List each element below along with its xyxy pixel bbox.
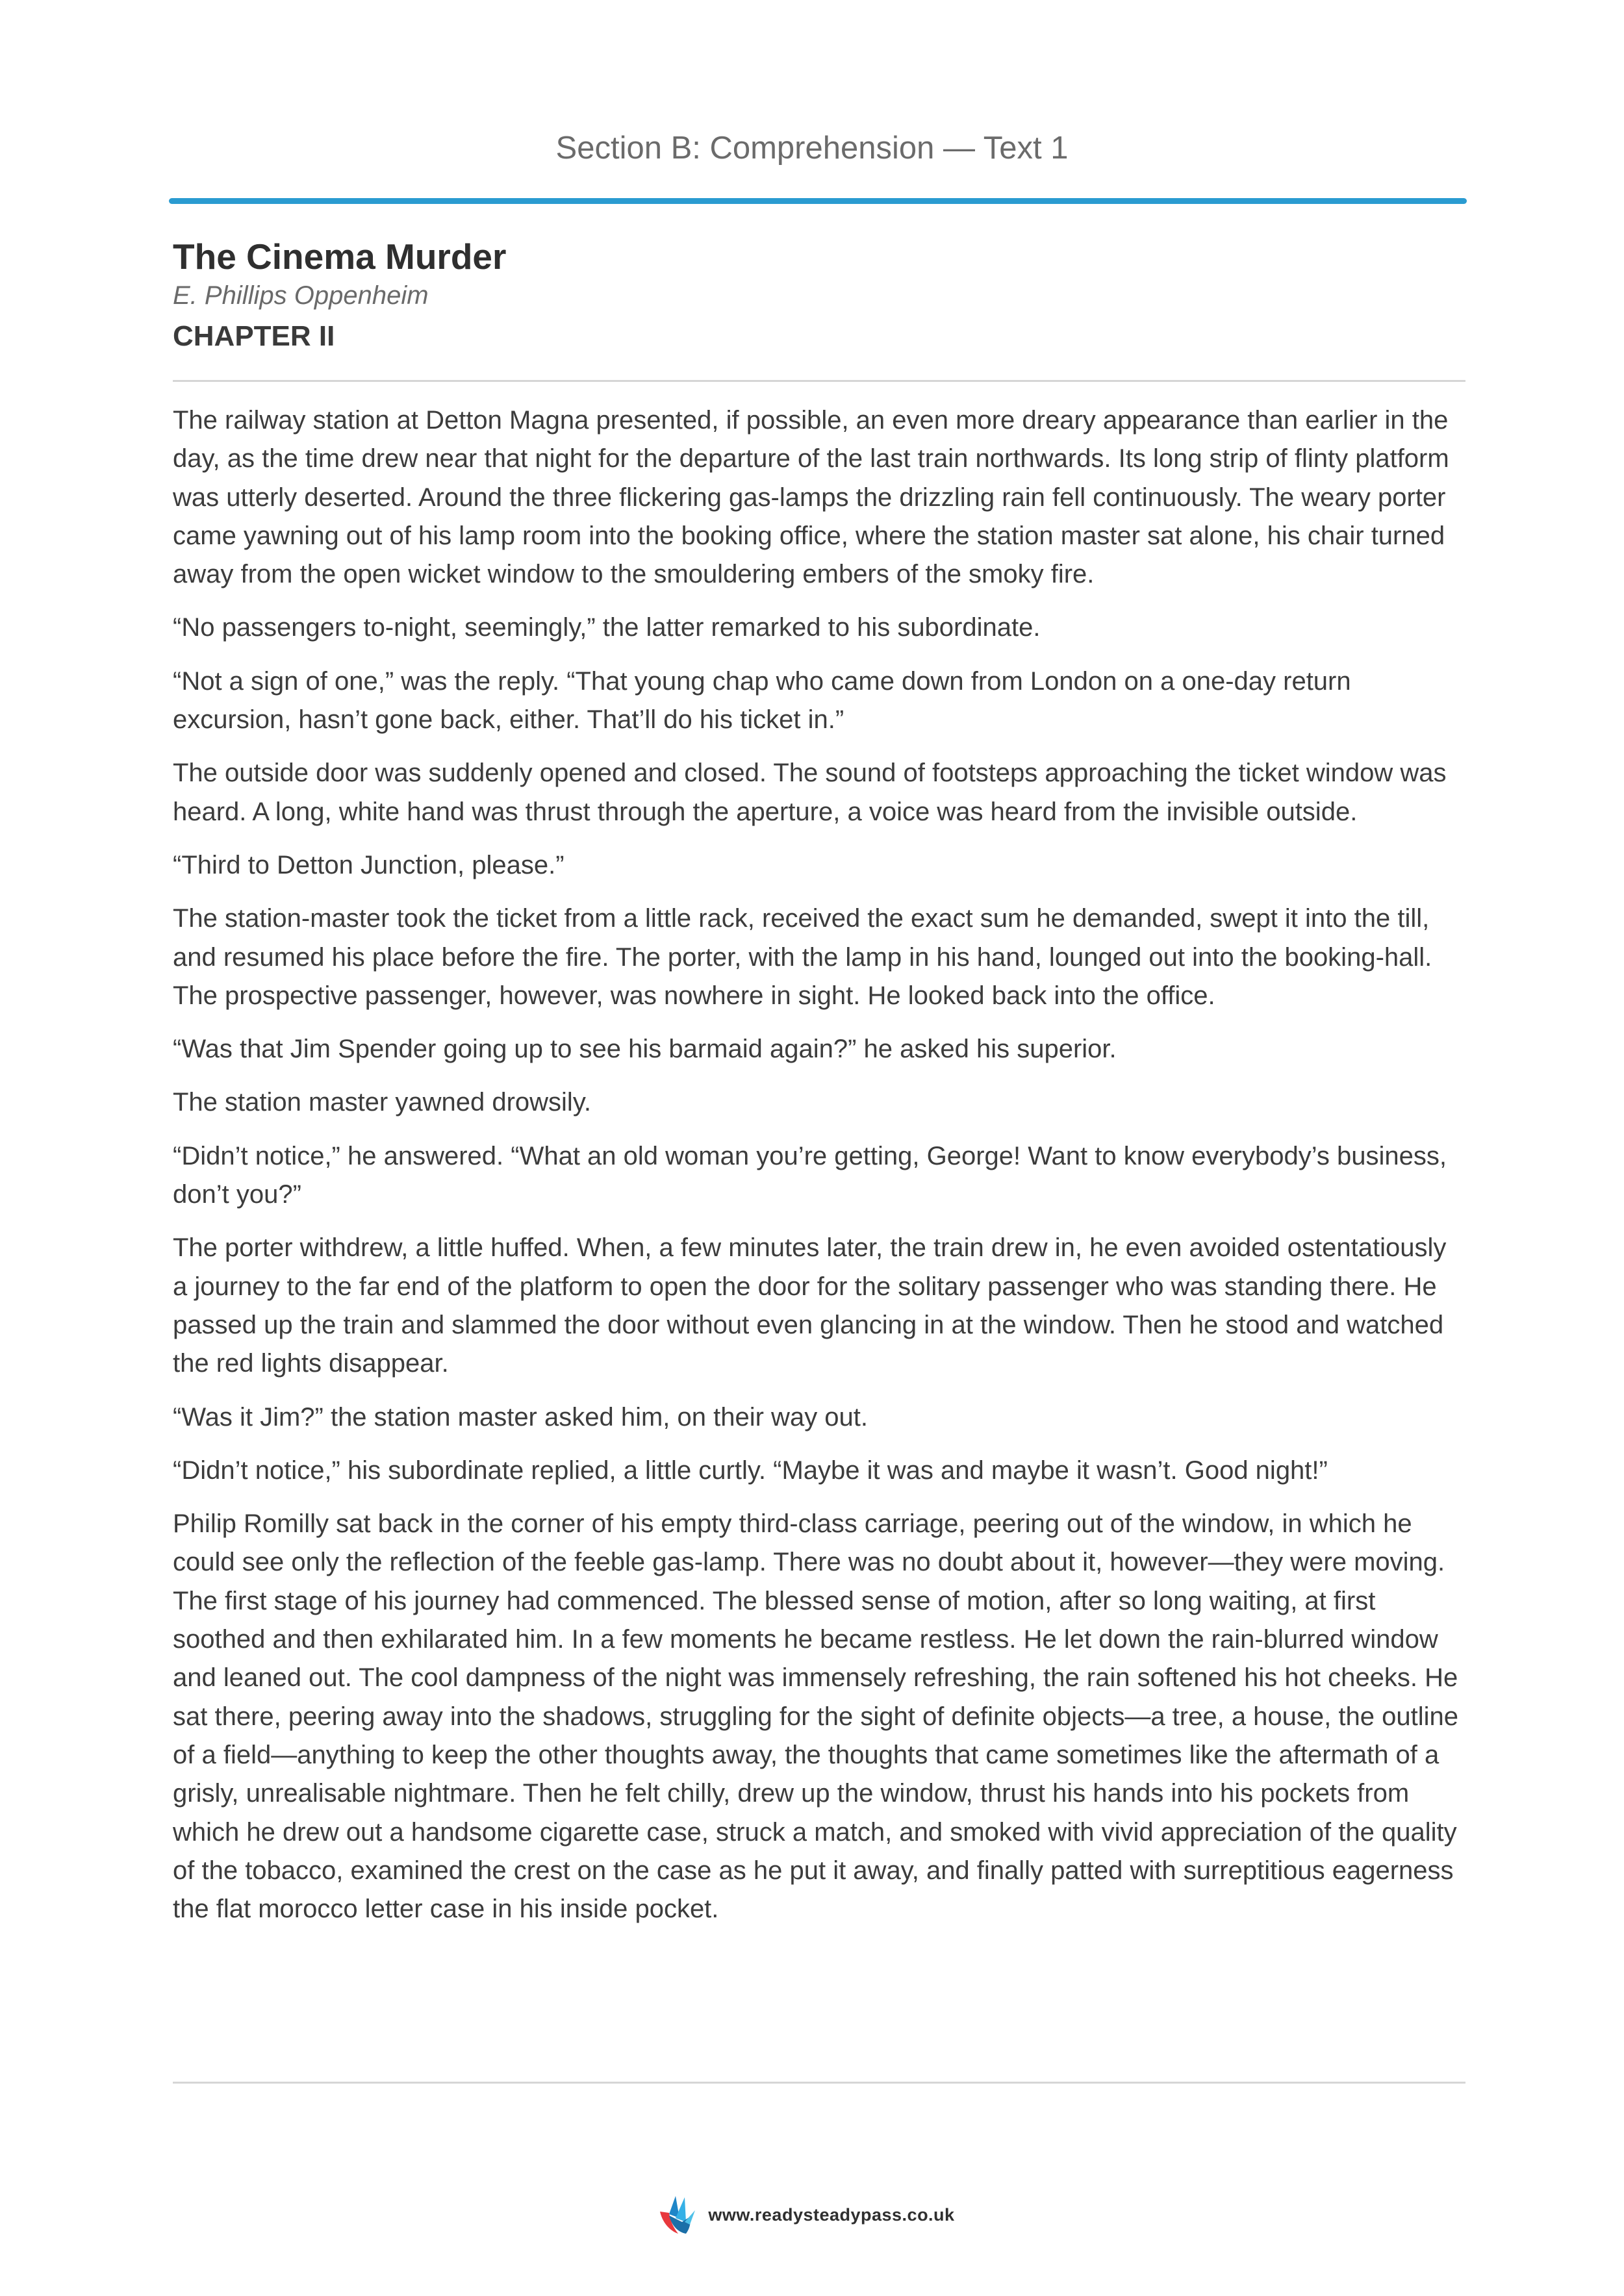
paragraph: “Was it Jim?” the station master asked him, on their way out. <box>173 1402 869 1432</box>
story-body <box>173 401 1467 1943</box>
story-author: E. Phillips Oppenheim <box>173 281 429 310</box>
bottom-divider <box>173 2082 1465 2084</box>
paragraph: The station master yawned drowsily. <box>173 1088 591 1117</box>
page-footer <box>0 2189 1624 2241</box>
story-title: The Cinema Murder <box>173 236 507 277</box>
paragraph: “Was that Jim Spender going up to see his barmaid again?” he asked his superior. <box>173 1035 1117 1064</box>
paragraph: The porter withdrew, a little huffed. When, a few minutes later, the train drew in, he even avoided ostentatiously a journey to the far end of the platform to open the door for the solitary passenger who was standing there. He passed up the train and slammed the door without even glancing in at the window. Then he stood and watched the red lights disappear. <box>173 1233 1447 1378</box>
paragraph: “Third to Detton Junction, please.” <box>173 850 565 879</box>
paragraph: “Didn’t notice,” he answered. “What an old woman you’re getting, George! Want to know everybody’s business, don’t you?” <box>173 1141 1447 1209</box>
paragraph: “No passengers to-night, seemingly,” the latter remarked to his subordinate. <box>173 613 1041 642</box>
bird-logo-icon <box>656 2192 698 2238</box>
paragraph: “Didn’t notice,” his subordinate replied, a little curtly. “Maybe it was and maybe it wasn’t. Good night!” <box>173 1456 1328 1485</box>
section-header: Section B: Comprehension — Text 1 <box>555 131 1069 166</box>
header-divider <box>169 198 1467 204</box>
paragraph: Philip Romilly sat back in the corner of his empty third-class carriage, peering out of the window, in which he could see only the reflection of the feeble gas-lamp. There was no doubt about it, however—they were moving. The first stage of his journey had commenced. The blessed sense of motion, after so long waiting, at first soothed and then exhilarated him. In a few moments he became restless. He let down the rain-blurred window and leaned out. The cool dampness of the night was immensely refreshing, the rain softened his hot cheeks. He sat there, peering away into the shadows, struggling for the sight of definite objects—a tree, a house, the outline of a field—anything to keep the other thoughts away, the thoughts that came sometimes like the aftermath of a grisly, unrealisable nightmare. Then he felt chilly, drew up the window, thrust his hands into his pockets from which he drew out a handsome cigarette case, struck a match, and smoked with vivid appreciation of the quality of the tobacco, examined the crest on the case as he put it away, and finally patted with surreptitious eagerness the flat morocco letter case in his inside pocket. <box>173 1509 1458 1924</box>
paragraph: “Not a sign of one,” was the reply. “That young chap who came down from London on a one-day return excursion, hasn’t gone back, either. That’ll do his ticket in.” <box>173 666 1351 735</box>
paragraph: The station-master took the ticket from a little rack, received the exact sum he demanded, swept it into the till, and resumed his place before the fire. The porter, with the lamp in his hand, lounged out into the booking-hall. The prospective passenger, however, was nowhere in sight. He looked back into the office. <box>173 904 1432 1010</box>
footer-url[interactable]: www.readysteadypass.co.uk <box>708 2204 955 2225</box>
paragraph: The railway station at Detton Magna presented, if possible, an even more dreary appearance than earlier in the day, as the time drew near that night for the departure of the last train northwards. Its long strip of flinty platform was utterly deserted. Around the three flickering gas-lamps the drizzling rain fell continuously. The weary porter came yawning out of his lamp room into the booking office, where the station master sat alone, his chair turned away from the open wicket window to the smouldering embers of the smoky fire. <box>173 406 1449 589</box>
title-block <box>173 234 1465 356</box>
top-divider <box>173 380 1465 382</box>
chapter-heading: CHAPTER II <box>173 320 335 352</box>
paragraph: The outside door was suddenly opened and closed. The sound of footsteps approaching the ticket window was heard. A long, white hand was thrust through the aperture, a voice was heard from the invisible outside. <box>173 759 1447 826</box>
